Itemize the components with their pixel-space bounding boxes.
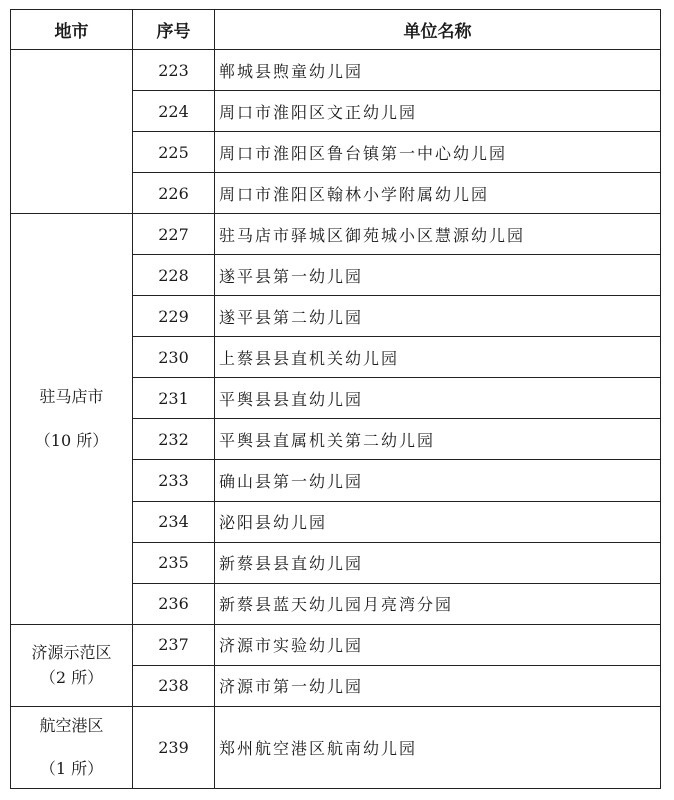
city-cell-jiyuan (11, 624, 133, 706)
city-cell-airport-zone (11, 706, 133, 788)
row-number: 238 (133, 665, 215, 706)
row-number: 232 (133, 419, 215, 460)
row-number: 224 (133, 91, 215, 132)
unit-name: 新蔡县蓝天幼儿园月亮湾分园 (215, 583, 661, 624)
row-number: 239 (133, 706, 215, 788)
row-number: 223 (133, 50, 215, 91)
unit-name: 驻马店市驿城区御苑城小区慧源幼儿园 (215, 214, 661, 255)
unit-name: 周口市淮阳区鲁台镇第一中心幼儿园 (215, 132, 661, 173)
unit-name: 新蔡县县直幼儿园 (215, 542, 661, 583)
city-count: （1 所） (39, 759, 104, 779)
city-cell-continued (11, 50, 133, 214)
header-city: 地市 (11, 10, 133, 50)
unit-name: 周口市淮阳区翰林小学附属幼儿园 (215, 173, 661, 214)
unit-name: 遂平县第一幼儿园 (215, 255, 661, 296)
row-number: 227 (133, 214, 215, 255)
row-number: 231 (133, 378, 215, 419)
header-no: 序号 (133, 10, 215, 50)
unit-name: 济源市第一幼儿园 (215, 665, 661, 706)
unit-name: 周口市淮阳区文正幼儿园 (215, 91, 661, 132)
unit-name: 平舆县县直幼儿园 (215, 378, 661, 419)
city-name: 济源示范区 (31, 642, 112, 662)
row-number: 237 (133, 624, 215, 665)
table-header-row (11, 10, 661, 50)
row-number: 229 (133, 296, 215, 337)
table-row (11, 50, 661, 91)
unit-name: 郸城县煦童幼儿园 (215, 50, 661, 91)
city-cell-zhumadian (11, 214, 133, 624)
row-number: 235 (133, 542, 215, 583)
unit-name: 郑州航空港区航南幼儿园 (215, 706, 661, 788)
city-name: 驻马店市 (39, 387, 104, 407)
table-row (11, 214, 661, 255)
row-number: 233 (133, 460, 215, 501)
city-count: （10 所） (34, 430, 109, 450)
unit-name: 济源市实验幼儿园 (215, 624, 661, 665)
row-number: 230 (133, 337, 215, 378)
unit-name: 确山县第一幼儿园 (215, 460, 661, 501)
unit-name: 遂平县第二幼儿园 (215, 296, 661, 337)
table-row (11, 706, 661, 788)
kindergarten-list-table (10, 9, 661, 789)
table-row (11, 624, 661, 665)
row-number: 225 (133, 132, 215, 173)
row-number: 234 (133, 501, 215, 542)
unit-name: 泌阳县幼儿园 (215, 501, 661, 542)
row-number: 228 (133, 255, 215, 296)
row-number: 236 (133, 583, 215, 624)
header-name: 单位名称 (215, 10, 661, 50)
city-count: （2 所） (39, 668, 104, 688)
city-name: 航空港区 (39, 715, 104, 735)
row-number: 226 (133, 173, 215, 214)
unit-name: 上蔡县县直机关幼儿园 (215, 337, 661, 378)
unit-name: 平舆县直属机关第二幼儿园 (215, 419, 661, 460)
